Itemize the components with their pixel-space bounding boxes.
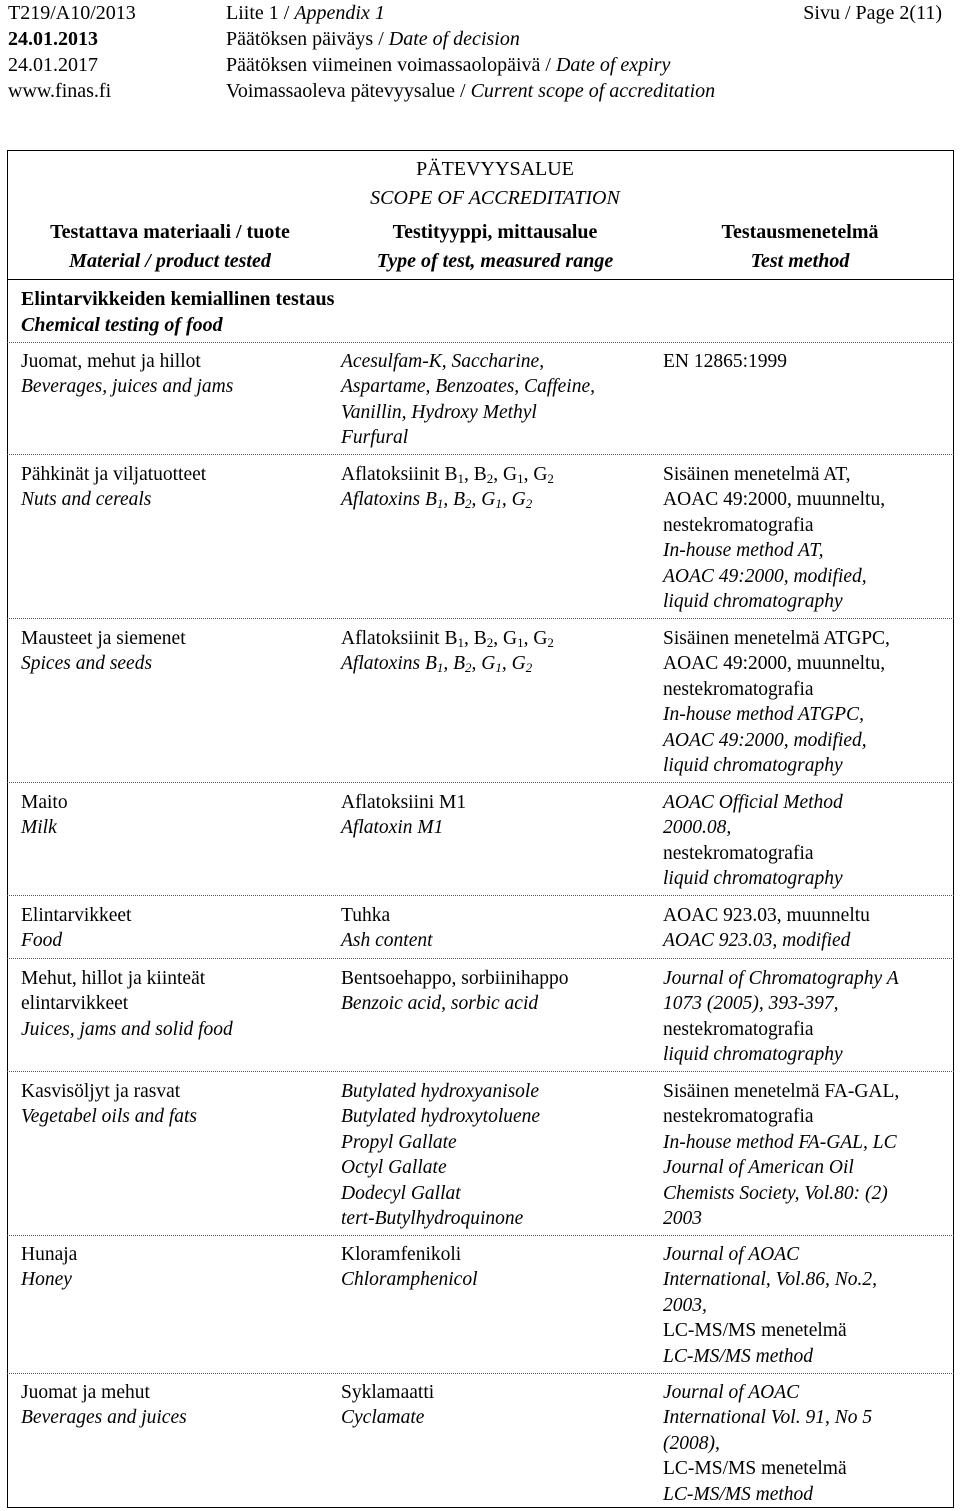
test-type-cell: Aflatoksiini M1 Aflatoxin M1 [341, 792, 467, 839]
test-method-cell: Journal of AOAC International, Vol.86, No.2, 2003, LC-MS/MS menetelmä LC-MS/MS method [663, 1244, 877, 1367]
test-method-cell: EN 12865:1999 [663, 351, 788, 372]
test-type-cell: Acesulfam-K, Saccharine, Aspartame, Benzoates, Caffeine, Vanillin, Hydroxy Methyl Furfural [341, 351, 596, 449]
decision-date: 24.01.2013 [8, 28, 98, 50]
row-divider [7, 618, 954, 619]
test-type-cell: Kloramfenikoli Chloramphenicol [341, 1244, 478, 1291]
row-divider [7, 1373, 954, 1374]
section-heading: Elintarvikkeiden kemiallinen testaus Chemical testing of food [21, 288, 335, 336]
test-method-cell: Sisäinen menetelmä AT, AOAC 49:2000, muunneltu, nestekromatografia In-house method AT, AOAC 49:2000, modified, liquid chromatography [663, 464, 886, 613]
header-divider [7, 279, 954, 280]
row-divider [7, 1235, 954, 1236]
test-type-cell: Syklamaatti Cyclamate [341, 1382, 435, 1429]
decision-date-label: Päätöksen päiväys / Date of decision [226, 28, 520, 50]
aflatoxin-line-en: Aflatoxins $B_1$, $B_2$, $G_1$, $G_2$ [341, 489, 533, 512]
test-method-cell: AOAC Official Method 2000.08, nestekromatografia liquid chromatography [663, 792, 843, 890]
material-cell: Juomat, mehut ja hillot Beverages, juices and jams [21, 351, 234, 398]
column-header-test-method: Testausmenetelmä Test method [721, 221, 879, 272]
website-link[interactable]: www.finas.fi [8, 80, 112, 102]
expiry-date: 24.01.2017 [8, 54, 98, 76]
row-divider [7, 1071, 954, 1072]
test-type-cell: Tuhka Ash content [341, 905, 433, 952]
material-cell: Mehut, hillot ja kiinteät elintarvikkeet Juices, jams and solid food [21, 968, 233, 1040]
material-cell: Mausteet ja siemenet Spices and seeds [21, 628, 186, 675]
aflatoxin-line-en: Aflatoxins $B_1$, $B_2$, $G_1$, $G_2$ [341, 653, 533, 676]
material-cell: Maito Milk [21, 792, 68, 839]
row-divider [7, 895, 954, 896]
test-method-cell: Sisäinen menetelmä ATGPC, AOAC 49:2000, muunneltu, nestekromatografia In-house method ATGPC, AOAC 49:2000, modified, liquid chromatography [663, 628, 890, 777]
test-method-cell: AOAC 923.03, muunneltu AOAC 923.03, modified [663, 905, 870, 952]
test-method-cell: Journal of AOAC International Vol. 91, No 5 (2008), LC-MS/MS menetelmä LC-MS/MS method [663, 1382, 873, 1505]
test-type-cell: Butylated hydroxyanisole Butylated hydroxytoluene Propyl Gallate Octyl Gallate Dodecyl Gallat tert-Butylhydroquinone [341, 1081, 541, 1230]
row-divider [7, 342, 954, 343]
test-type-cell [341, 462, 651, 513]
column-header-test-type: Testityyppi, mittausalue Type of test, measured range [376, 221, 614, 272]
appendix-label: Liite 1 / Appendix 1 [226, 2, 385, 24]
document-id: T219/A10/2013 [8, 2, 136, 24]
test-method-cell: Journal of Chromatography A 1073 (2005), 393-397, nestekromatografia liquid chromatography [663, 968, 899, 1066]
scope-label: Voimassaoleva pätevyysalue / Current scope of accreditation [226, 80, 716, 102]
test-method-cell: Sisäinen menetelmä FA-GAL, nestekromatografia In-house method FA-GAL, LC Journal of American Oil Chemists Society, Vol.80: (2) 2003 [663, 1081, 900, 1230]
column-header-material: Testattava materiaali / tuote Material / product tested [50, 221, 290, 272]
test-type-cell: Bentsoehappo, sorbiinihappo Benzoic acid, sorbic acid [341, 968, 569, 1015]
scope-title: PÄTEVYYSALUE SCOPE OF ACCREDITATION [370, 158, 620, 209]
material-cell: Kasvisöljyt ja rasvat Vegetabel oils and fats [21, 1081, 198, 1128]
row-divider [7, 454, 954, 455]
page-header [8, 0, 952, 104]
page-number: Sivu / Page 2(11) [803, 2, 942, 24]
material-cell: Hunaja Honey [21, 1244, 78, 1291]
row-divider [7, 782, 954, 783]
row-divider [7, 958, 954, 959]
material-cell: Juomat ja mehut Beverages and juices [21, 1382, 187, 1429]
aflatoxin-line-fi: Aflatoksiinit $B_1$, $B_2$, $G_1$, $G_2$ [341, 464, 554, 486]
expiry-date-label: Päätöksen viimeinen voimassaolopäivä / Date of expiry [226, 54, 671, 76]
test-type-cell [341, 626, 651, 677]
material-cell: Pähkinät ja viljatuotteet Nuts and cereals [21, 464, 207, 511]
aflatoxin-line-fi: Aflatoksiinit $B_1$, $B_2$, $G_1$, $G_2$ [341, 628, 554, 650]
material-cell: Elintarvikkeet Food [21, 905, 132, 952]
